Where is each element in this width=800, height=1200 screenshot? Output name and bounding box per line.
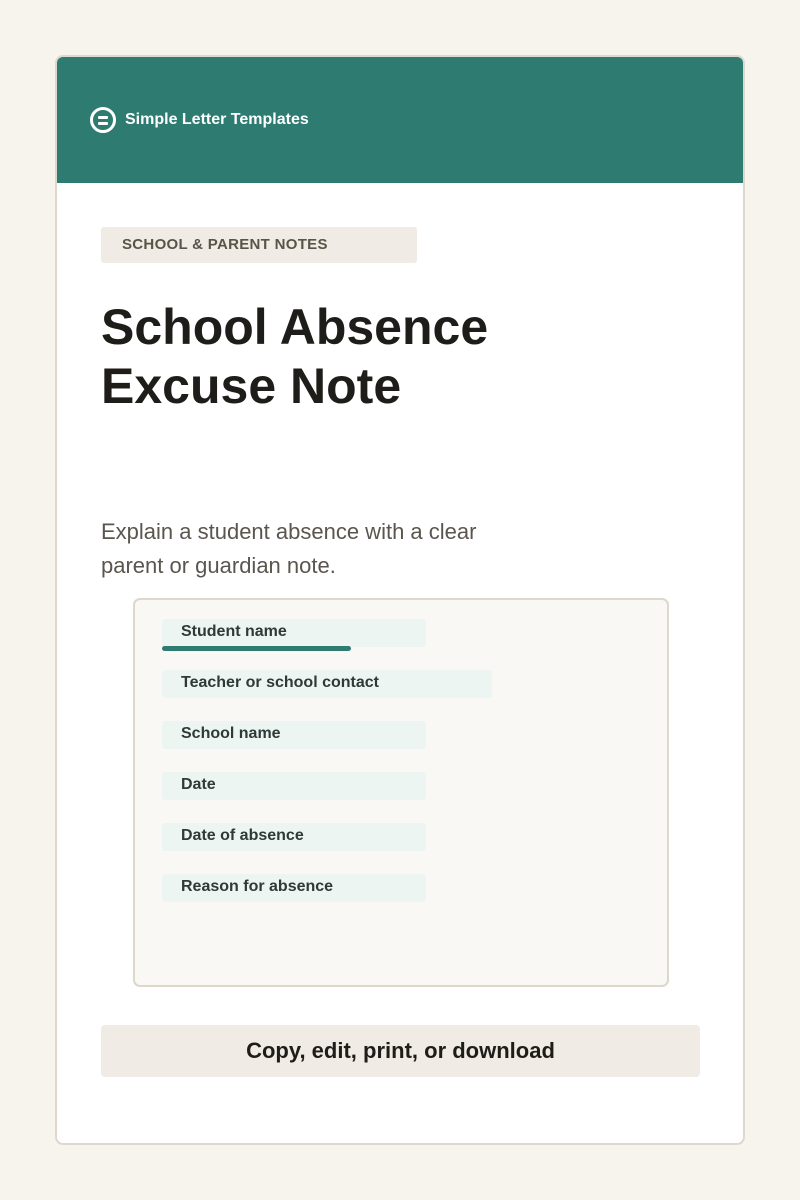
template-description: Explain a student absence with a clear parent or guardian note. [101,519,477,578]
brand-link[interactable] [90,107,309,133]
fields-preview [133,598,669,987]
template-card [55,55,745,1145]
brand-name: Simple Letter Templates [125,111,309,128]
field-student-name[interactable]: Student name [162,619,426,647]
field-school-name[interactable]: School name [162,721,426,749]
active-field-indicator [162,646,351,651]
field-date[interactable]: Date [162,772,426,800]
title-line-2: Excuse Note [101,358,402,414]
title-line-1: School Absence [101,299,489,355]
field-reason-for-absence[interactable]: Reason for absence [162,874,426,902]
copy-edit-print-download-button[interactable]: Copy, edit, print, or download [101,1025,700,1077]
page-title [101,298,561,416]
header-bar [57,57,743,183]
field-date-of-absence[interactable]: Date of absence [162,823,426,851]
field-teacher-contact[interactable]: Teacher or school contact [162,670,492,698]
category-tag: SCHOOL & PARENT NOTES [101,227,417,263]
circle-lines-icon [90,107,116,133]
